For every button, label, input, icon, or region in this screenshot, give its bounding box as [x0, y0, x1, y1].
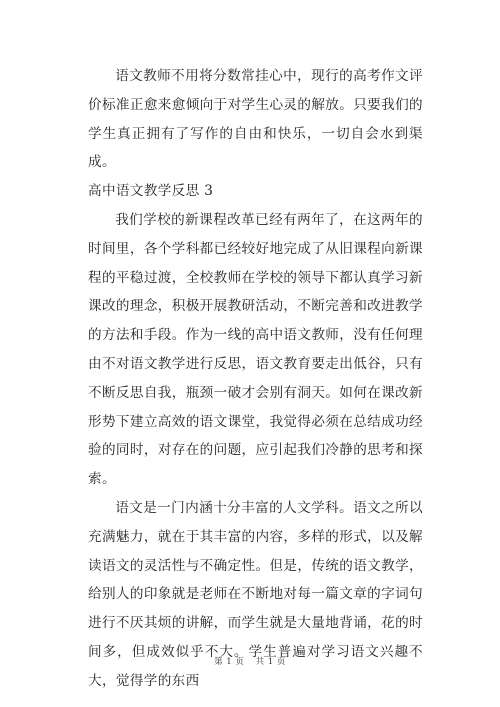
- paragraph-2: 我们学校的新课程改革已经有两年了，在这两年的时间里，各个学科都已经较好地完成了从旧课程向新课程的平稳过渡，全校教师在学校的领导下都认真学习新课改的理念，积极开展教研活动，不断完善和改进教学的方法和手段。作为一线的高中语文教师，没有任何理由不对语文教学进行反思，语文教育要走出低谷，只有不断反思自我，瓶颈一破才会别有洞天。如何在课改新形势下建立高效的语文课堂，我觉得必须在总结成功经验的同时，对存在的问题，应引起我们冷静的思考和探索。: [88, 211, 423, 488]
- document-body: [88, 62, 423, 696]
- section-heading: 高中语文教学反思 3: [88, 183, 214, 200]
- paragraph-3: 语文是一门内涵十分丰富的人文学科。语文之所以充满魅力，就在于其丰富的内容，多样的形式，以及解读语文的灵活性与不确定性。但是，传统的语文教学，给别人的印象就是老师在不断地对每一篇文章的字词句进行不厌其烦的讲解，而学生就是大量地背诵，花的时间多，但成效似乎不大。学生普遍对学习语文兴趣不大，觉得学的东西: [88, 499, 423, 689]
- page-number: 第 1 页: [214, 657, 245, 667]
- page-footer: [0, 655, 500, 667]
- paragraph-1: 语文教师不用将分数常挂心中，现行的高考作文评价标准正愈来愈倾向于对学生心灵的解放。只要我们的学生真正拥有了写作的自由和快乐，一切自会水到渠成。: [88, 68, 423, 171]
- page-total: 共 1 页: [255, 657, 286, 667]
